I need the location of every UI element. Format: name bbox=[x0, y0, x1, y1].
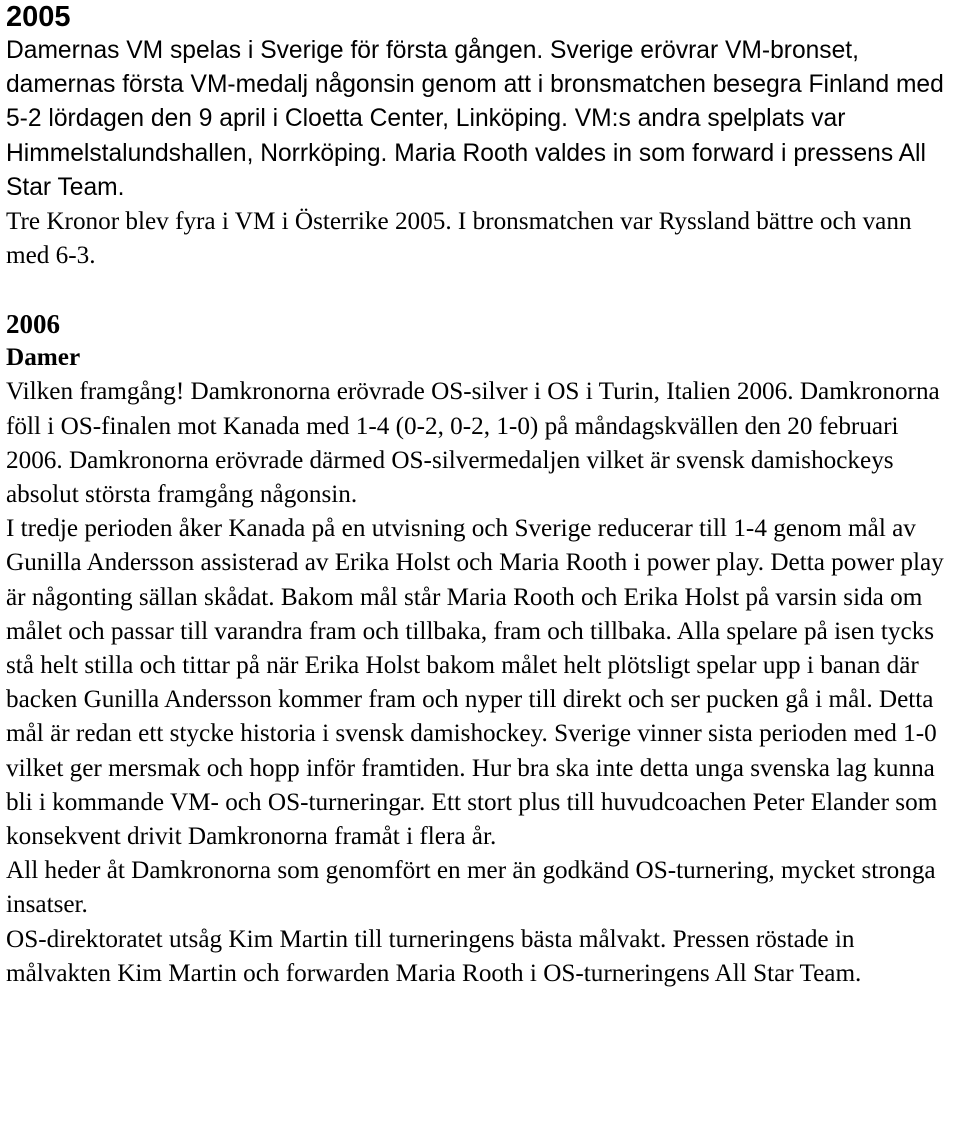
paragraph-2006-os-silver: Vilken framgång! Damkronorna erövrade OS-silver i OS i Turin, Italien 2006. Damkronorna föll i OS-finalen mot Kanada med 1-4 (0-2, 0-2, 1-0) på måndagskvällen den 20 februari 2006. Damkronorna erövrade därmed OS-silvermedaljen vilket är svensk damishockeys absolut största framgång någonsin. bbox=[6, 378, 940, 509]
subheading-damer: Damer bbox=[6, 344, 81, 372]
section-spacer bbox=[6, 273, 958, 307]
year-heading-2005: 2005 bbox=[6, 1, 71, 33]
paragraph-2006-all-star: OS-direktoratet utsåg Kim Martin till turneringens bästa målvakt. Pressen röstade in målvakten Kim Martin och forwarden Maria Rooth i OS-turneringens All Star Team. bbox=[6, 925, 862, 987]
document-body bbox=[6, 0, 958, 991]
paragraph-2005-tre-kronor: Tre Kronor blev fyra i VM i Österrike 2005. I bronsmatchen var Ryssland bättre och vann med 6-3. bbox=[6, 208, 912, 270]
paragraph-2006-all-heder: All heder åt Damkronorna som genomfört en mer än godkänd OS-turnering, mycket stronga insatser. bbox=[6, 857, 936, 919]
paragraph-2006-third-period: I tredje perioden åker Kanada på en utvisning och Sverige reducerar till 1-4 genom mål av Gunilla Andersson assisterad av Erika Holst och Maria Rooth i power play. Detta power play är någonting sällan skådat. Bakom mål står Maria Rooth och Erika Holst på varsin sida om målet och passar till varandra fram och tillbaka, fram och tillbaka. Alla spelare på isen tycks stå helt stilla och tittar på när Erika Holst bakom målet helt plötsligt spelar upp i banan där backen Gunilla Andersson kommer fram och nyper till direkt och ser pucken gå i mål. Detta mål är redan ett stycke historia i svensk damishockey. Sverige vinner sista perioden med 1-0 vilket ger mersmak och hopp inför framtiden. Hur bra ska inte detta unga svenska lag kunna bli i kommande VM- och OS-turneringar. Ett stort plus till huvudcoachen Peter Elander som konsekvent drivit Damkronorna framåt i flera år. bbox=[6, 515, 944, 851]
paragraph-2005-vm-bronze: Damernas VM spelas i Sverige för första gången. Sverige erövrar VM-bronset, damernas första VM-medalj någonsin genom att i bronsmatchen besegra Finland med 5-2 lördagen den 9 april i Cloetta Center, Linköping. VM:s andra spelplats var Himmelstalundshallen, Norrköping. Maria Rooth valdes in som forward i pressens All Star Team. bbox=[6, 37, 944, 201]
year-heading-2006: 2006 bbox=[6, 309, 60, 340]
